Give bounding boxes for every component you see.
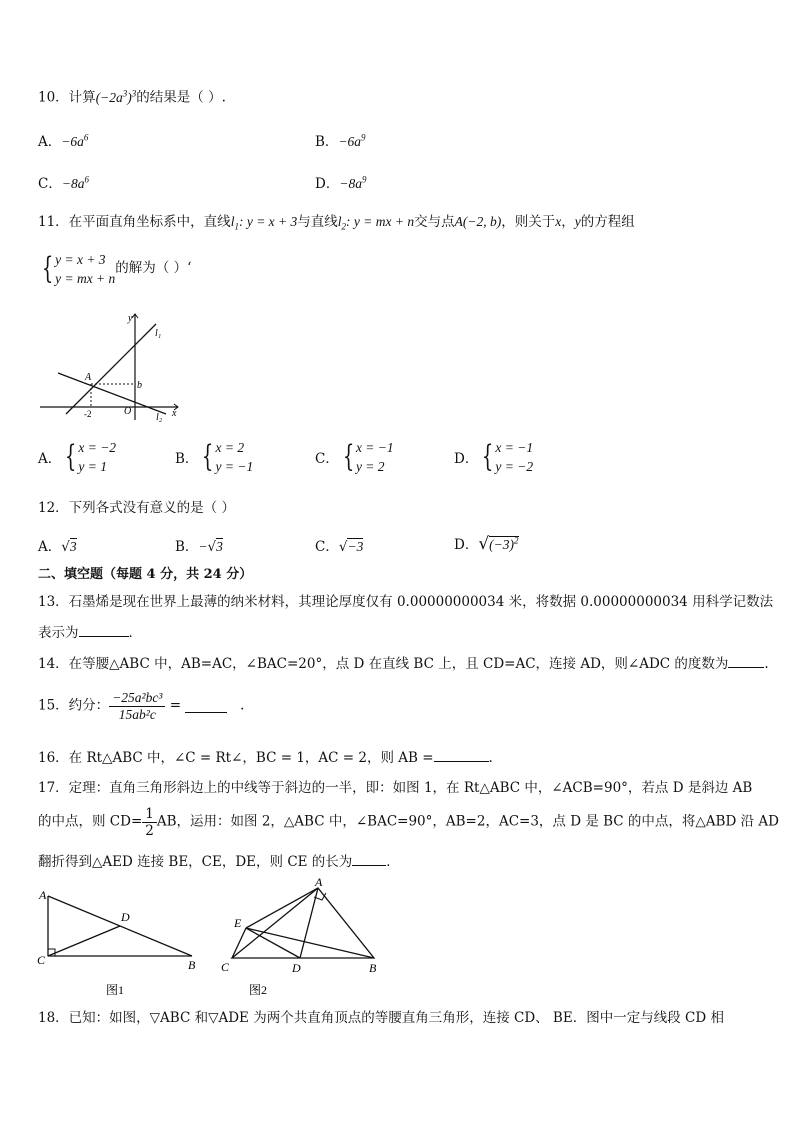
q10-option-b: B．$-6a^9$ <box>315 132 366 150</box>
q12-option-d: D．$√(-3)^2$ <box>454 534 519 554</box>
sqrt-icon: √ <box>61 539 70 555</box>
graph-label-origin: O <box>124 406 132 417</box>
sqrt-icon: √ <box>338 539 348 555</box>
graph-label-a: A <box>85 372 92 383</box>
line-l2 <box>58 373 166 414</box>
sqrt-icon: √ <box>207 539 217 555</box>
fig2-segment-ad <box>300 888 318 958</box>
fig2-label-b: B <box>369 961 377 975</box>
q17-figure1 <box>36 882 206 1000</box>
fig1-label-d: D <box>121 910 130 924</box>
answer-blank[interactable] <box>728 655 764 668</box>
q11-system: { y = x + 3 y = mx + n的解为（ ）‘ <box>41 251 192 286</box>
line-l1 <box>66 324 156 414</box>
q18-stem: 18．已知：如图，▽ABC 和▽ADE 为两个共直角顶点的等腰直角三角形，连接 CD、 BE．图中一定与线段 CD 相 <box>38 1010 724 1026</box>
fig2-label-c: C <box>221 960 230 974</box>
fig1-label-c: C <box>37 953 46 967</box>
answer-blank[interactable] <box>79 624 129 637</box>
fig2-segment-ec <box>232 928 246 958</box>
fig2-caption: 图2 <box>249 983 268 997</box>
fig2-segment-eb <box>246 928 374 958</box>
q10-option-d: D．$-8a^9$ <box>315 174 367 192</box>
q11-option-b: B． { x = 2 y = −1 <box>175 439 254 474</box>
graph-label-l2: l₂ <box>156 412 163 423</box>
brace-icon: { <box>202 439 214 474</box>
q13-line2: 表示为 ． <box>38 625 142 641</box>
fig2-segment-ed <box>246 928 300 958</box>
answer-blank[interactable] <box>352 853 386 866</box>
q12-stem: 12．下列各式没有意义的是（ ） <box>38 500 235 516</box>
q15-stem: 15．约分： $\frac{\text{−25a²bc³}}{\text{15ab²c}}$ = . <box>38 690 245 722</box>
q12-option-c: C．√−3 <box>315 539 364 555</box>
brace-icon: { <box>65 439 77 474</box>
answer-blank[interactable] <box>434 749 489 762</box>
graph-label-b: b <box>137 380 142 391</box>
brace-icon: { <box>41 251 54 286</box>
q14-stem: 14．在等腰△ABC 中，AB=AC，∠BAC=20°，点 D 在直线 BC 上，且 CD=AC，连接 AD，则∠ADC 的度数为 . <box>38 656 769 672</box>
q12-option-a: A．√3 <box>38 539 77 555</box>
graph-label-neg2: -2 <box>84 409 92 419</box>
q11-option-d: D． { x = −1 y = −2 <box>454 439 534 474</box>
q12-option-b: B．−√3 <box>175 539 223 555</box>
q10-option-a: A．$-6a^6$ <box>38 132 89 150</box>
fig1-label-a: A <box>39 888 47 902</box>
fig2-label-a: A <box>315 876 323 889</box>
q11-option-a: A． { x = −2 y = 1 <box>38 439 117 474</box>
q10-stem: 10．计算$(-2a^3)^3$的结果是（ ）. <box>38 88 226 106</box>
q11-stem: 11．在平面直角坐标系中，直线$l_1$: y = x + 3与直线$l_2$: y = mx + n交与点A(−2, b)，则关于x，y的方程组 <box>38 214 635 232</box>
sqrt-icon: √ <box>478 534 490 554</box>
q17-line1: 17．定理：直角三角形斜边上的中线等于斜边的一半，即：如图 1，在 Rt△ABC 中，∠ACB=90°，若点 D 是斜边 AB <box>38 780 753 796</box>
fig2-label-e: E <box>234 916 242 930</box>
q17-figure2 <box>218 876 388 1000</box>
q10-option-c: C．$-8a^6$ <box>38 174 89 192</box>
graph-label-x: x <box>172 408 177 419</box>
q13-line1: 13．石墨烯是现在世界上最薄的纳米材料，其理论厚度仅有 0.00000000034 米，将数据 0.00000000034 用科学记数法 <box>38 594 774 610</box>
q16-stem: 16．在 Rt△ABC 中，∠C = Rt∠，BC = 1，AC = 2，则 AB = . <box>38 750 493 766</box>
graph-label-l1: l₁ <box>155 328 162 339</box>
q17-line3: 翻折得到△AED 连接 BE，CE，DE，则 CE 的长为 ． <box>38 854 400 870</box>
q11-option-c: C． { x = −1 y = 2 <box>315 439 394 474</box>
fig1-caption: 图1 <box>106 983 125 997</box>
q11-graph <box>38 310 183 425</box>
answer-blank[interactable] <box>185 700 227 713</box>
brace-icon: { <box>342 439 355 474</box>
section-title: 二、填空题（每题 4 分，共 24 分） <box>38 567 253 582</box>
graph-label-y: y <box>128 313 133 324</box>
fig1-median-cd <box>48 926 120 956</box>
q17-line2: 的中点，则 CD= $\frac{1}{2}$ AB，运用：如图 2，△ABC 中，∠BAC=90°，AB=2，AC=3，点 D 是 BC 的中点，将△ABD 沿 AD <box>38 806 779 839</box>
fig1-label-b: B <box>188 958 196 972</box>
fig2-segment-ae <box>246 888 318 928</box>
brace-icon: { <box>482 439 494 474</box>
fig2-label-d: D <box>292 961 301 975</box>
